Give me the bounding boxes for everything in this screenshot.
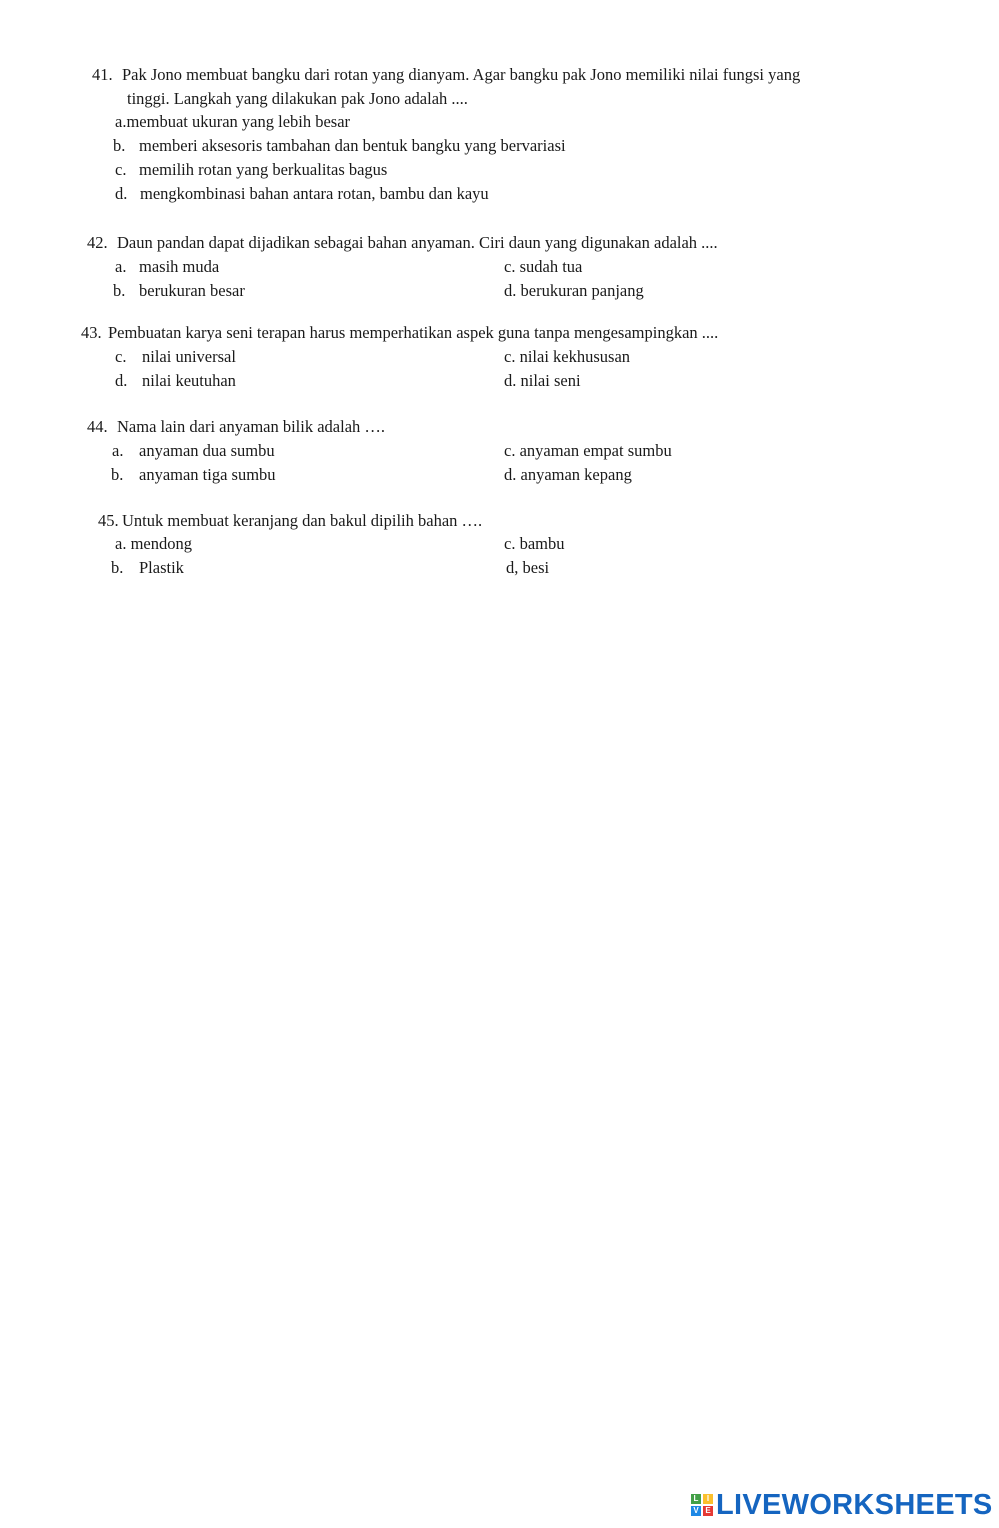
- answer-option-d-first[interactable]: nilai keutuhan: [142, 371, 236, 390]
- answer-option-b[interactable]: memberi aksesoris tambahan dan bentuk bangku yang bervariasi: [139, 136, 566, 155]
- answer-option-c[interactable]: c. sudah tua: [504, 257, 583, 276]
- answer-option-c-second[interactable]: c. nilai kekhususan: [504, 347, 631, 366]
- option-label-c: c.: [115, 347, 127, 366]
- question-text: Pak Jono membuat bangku dari rotan yang dianyam. Agar bangku pak Jono memiliki nilai fungsi yang: [122, 65, 801, 84]
- question-number: 44.: [87, 417, 108, 436]
- option-label-c: c.: [115, 160, 127, 179]
- logo-mark-tile: E: [703, 1506, 713, 1516]
- answer-option-b[interactable]: berukuran besar: [139, 281, 245, 300]
- question-text-continued: tinggi. Langkah yang dilakukan pak Jono adalah ....: [127, 89, 468, 108]
- question-number: 45.: [98, 511, 119, 530]
- question-text: Daun pandan dapat dijadikan sebagai bahan anyaman. Ciri daun yang digunakan adalah ....: [117, 233, 718, 252]
- answer-option-d[interactable]: d, besi: [506, 558, 550, 577]
- option-label-b: b.: [113, 136, 126, 155]
- logo-text: LIVEWORKSHEETS: [716, 1488, 993, 1521]
- answer-option-a[interactable]: masih muda: [139, 257, 220, 276]
- logo-mark-tile: V: [691, 1506, 701, 1516]
- answer-option-d[interactable]: mengkombinasi bahan antara rotan, bambu dan kayu: [140, 184, 489, 203]
- answer-option-a[interactable]: a.membuat ukuran yang lebih besar: [115, 112, 351, 131]
- liveworksheets-logo: [691, 1487, 993, 1523]
- option-label-d: d.: [115, 371, 128, 390]
- answer-option-c[interactable]: memilih rotan yang berkualitas bagus: [139, 160, 388, 179]
- answer-option-b[interactable]: Plastik: [139, 558, 184, 577]
- answer-option-c[interactable]: c. bambu: [504, 534, 565, 553]
- answer-option-a[interactable]: anyaman dua sumbu: [139, 441, 275, 460]
- option-label-a: a.: [112, 441, 124, 460]
- logo-mark-tile: L: [691, 1494, 701, 1504]
- option-label-b: b.: [111, 558, 124, 577]
- answer-option-c[interactable]: c. anyaman empat sumbu: [504, 441, 672, 460]
- answer-option-a[interactable]: a. mendong: [115, 534, 192, 553]
- answer-option-c-first[interactable]: nilai universal: [142, 347, 236, 366]
- question-number: 43.: [81, 323, 102, 342]
- answer-option-d[interactable]: d. berukuran panjang: [504, 281, 644, 300]
- question-text: Pembuatan karya seni terapan harus memperhatikan aspek guna tanpa mengesampingkan ....: [108, 323, 719, 342]
- answer-option-d[interactable]: d. anyaman kepang: [504, 465, 632, 484]
- question-number: 41.: [92, 65, 113, 84]
- question-number: 42.: [87, 233, 108, 252]
- option-label-d: d.: [115, 184, 128, 203]
- answer-option-b[interactable]: anyaman tiga sumbu: [139, 465, 276, 484]
- logo-mark-tile: I: [703, 1494, 713, 1504]
- logo-mark-icon: [691, 1494, 713, 1516]
- question-text: Nama lain dari anyaman bilik adalah ….: [117, 417, 386, 436]
- option-label-a: a.: [115, 257, 127, 276]
- option-label-b: b.: [113, 281, 126, 300]
- option-label-b: b.: [111, 465, 124, 484]
- question-text: Untuk membuat keranjang dan bakul dipilih bahan ….: [122, 511, 483, 530]
- answer-option-d-second[interactable]: d. nilai seni: [504, 371, 581, 390]
